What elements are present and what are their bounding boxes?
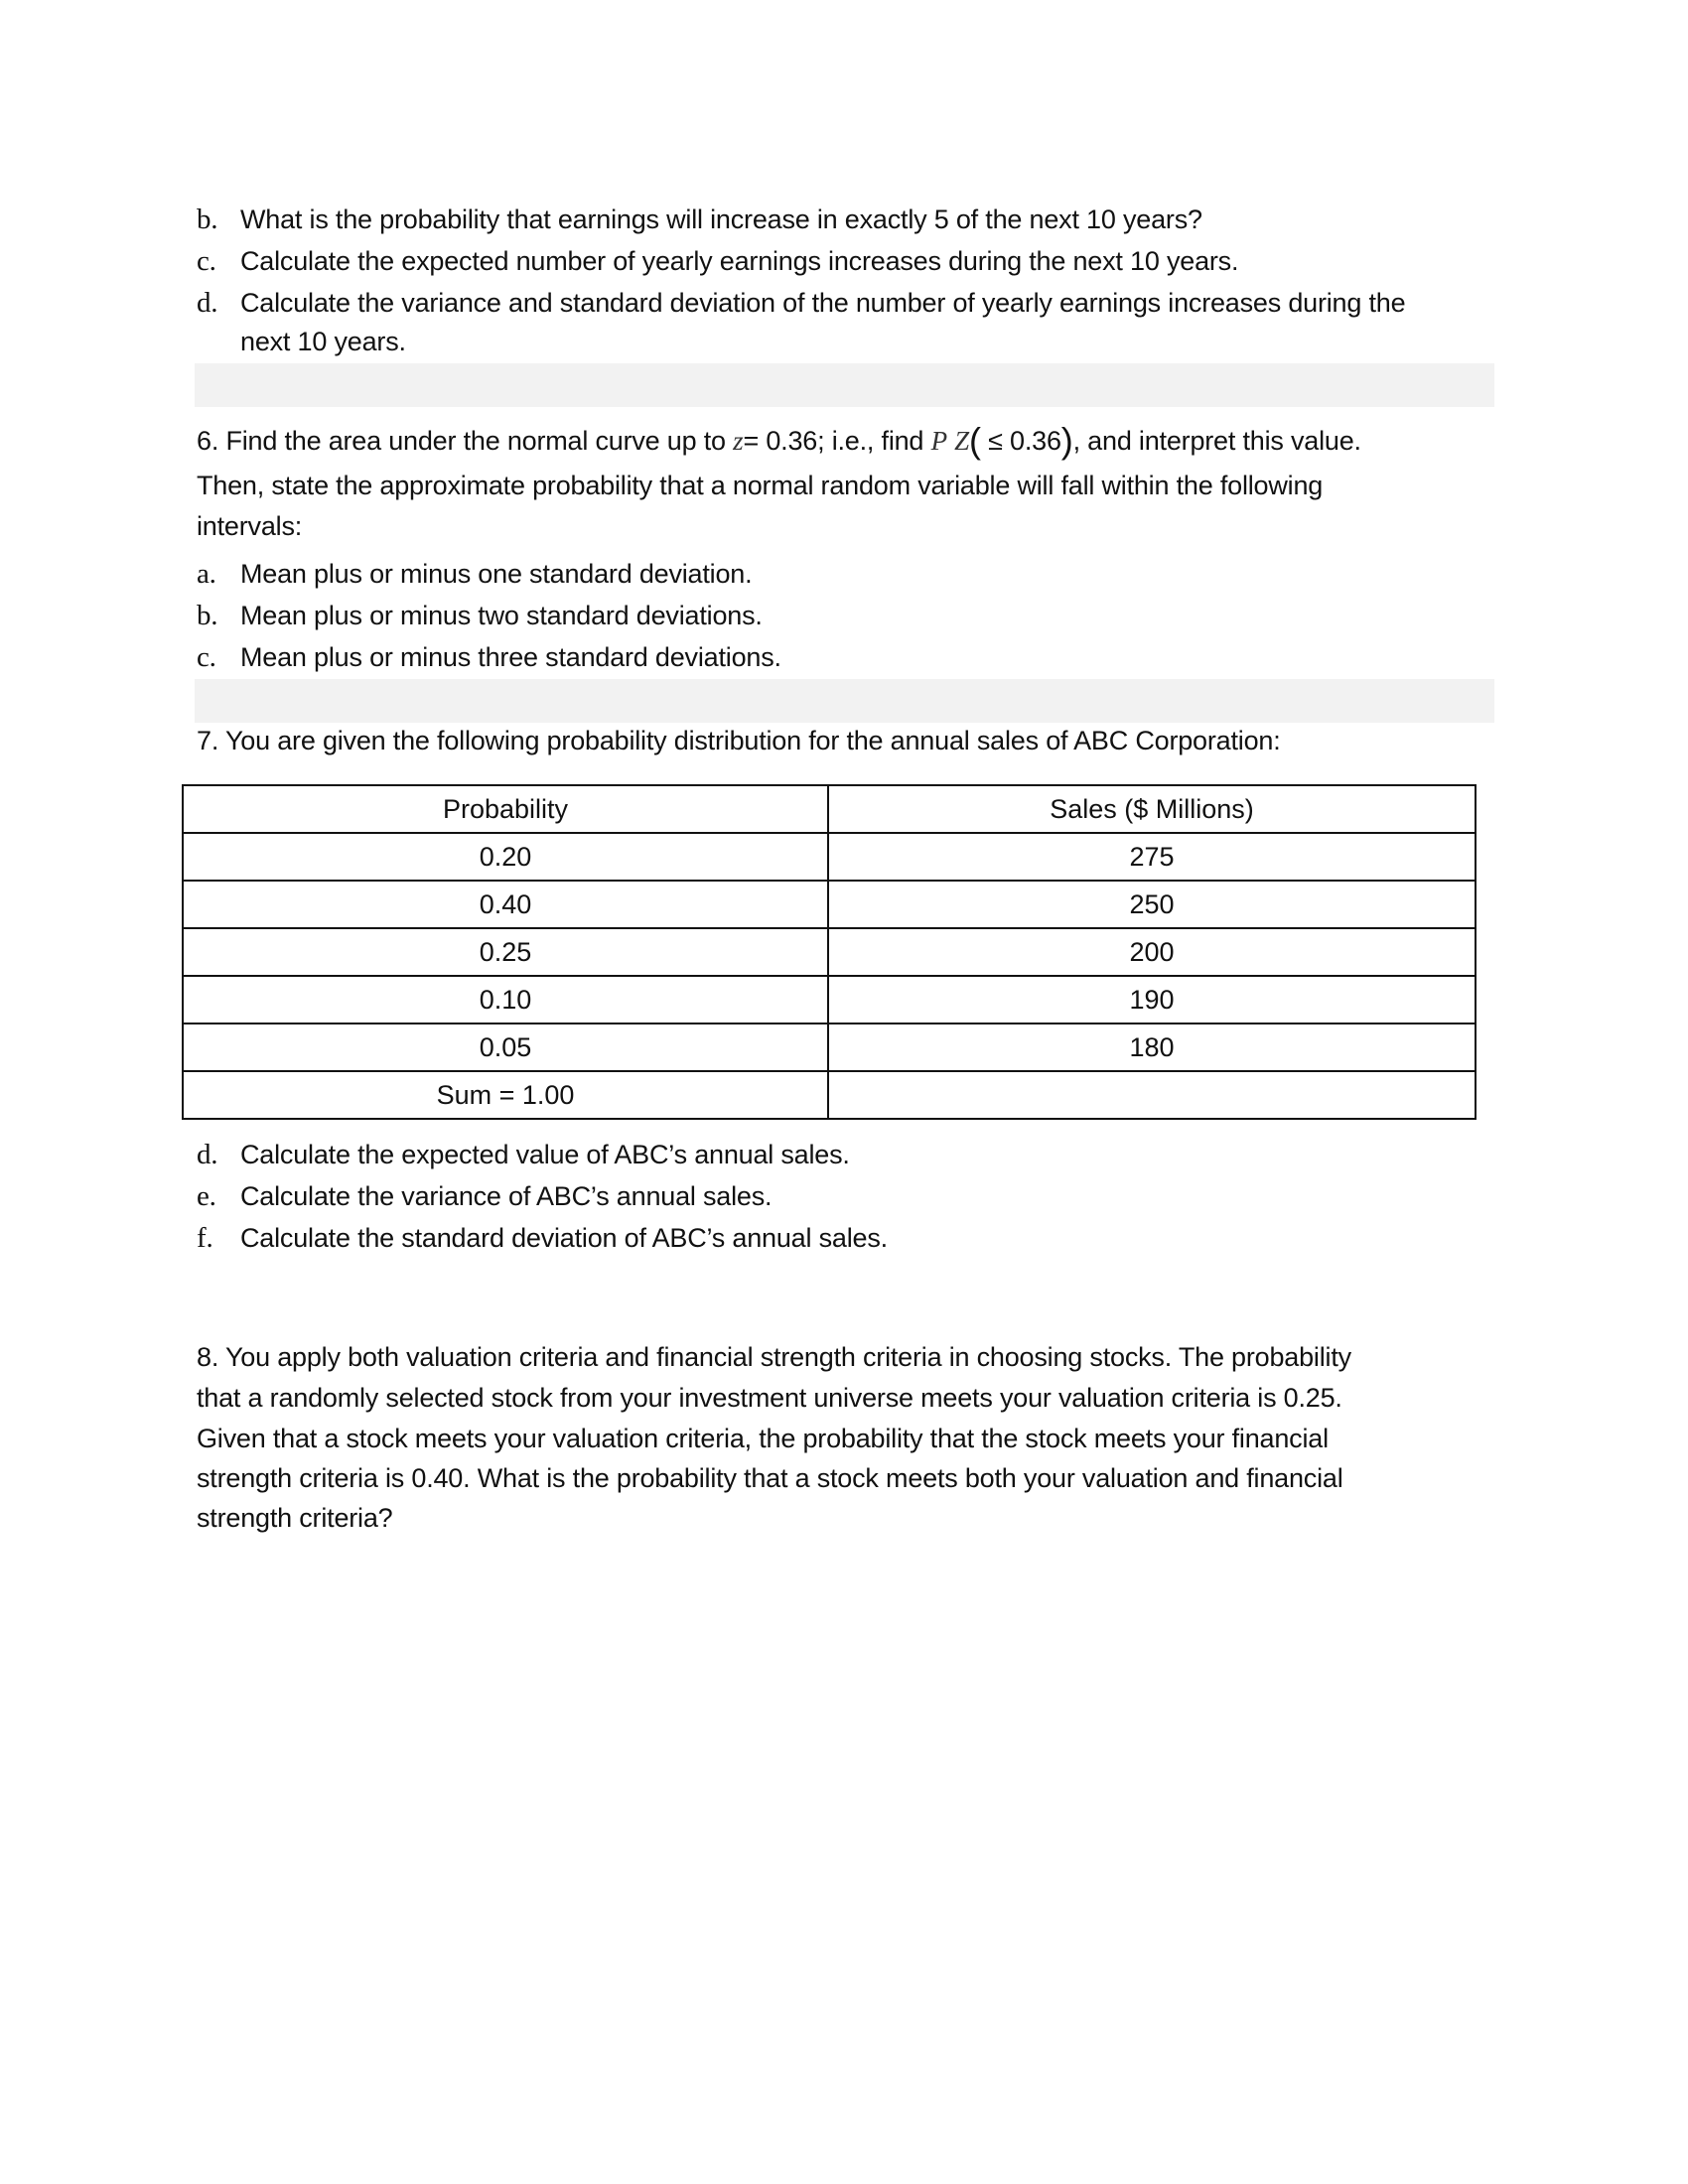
q8-number: 8. [197, 1342, 219, 1372]
q6-line-3: intervals: [197, 511, 303, 541]
q8-line-3: Given that a stock meets your valuation criteria, the probability that the stock meets your financial [197, 1424, 1329, 1453]
q8-line-5: strength criteria? [197, 1503, 393, 1533]
q5-part-b [197, 200, 1202, 239]
header-probability: Probability [183, 785, 828, 833]
q6-part-c [197, 637, 781, 677]
q7-part-e-label: e. [197, 1180, 216, 1212]
header-sales: Sales ($ Millions) [828, 785, 1476, 833]
q7-part-d-label: d. [197, 1139, 218, 1170]
table-row [183, 976, 1476, 1024]
cell-probability: 0.10 [183, 976, 828, 1024]
close-paren: ) [1060, 420, 1073, 461]
prob-cond: ≤ 0.36 [988, 426, 1061, 456]
table-row [183, 928, 1476, 976]
q6-part-b [197, 596, 763, 635]
q6-part-c-label: c. [197, 641, 216, 673]
q6-part-a-label: a. [197, 558, 216, 590]
q7-part-e-text: Calculate the variance of ABC’s annual sales. [240, 1181, 773, 1211]
cell-sales: 180 [828, 1024, 1476, 1071]
q6-line1-post: , and interpret this value. [1072, 426, 1361, 456]
cell-sales: 190 [828, 976, 1476, 1024]
q8-line-1 [197, 1337, 1351, 1377]
cell-probability: 0.20 [183, 833, 828, 881]
q8-line-2: that a randomly selected stock from your investment universe meets your valuation criteria is 0.25. [197, 1383, 1342, 1413]
cell-sales: 275 [828, 833, 1476, 881]
q6-part-b-label: b. [197, 600, 218, 631]
q7-part-e [197, 1176, 772, 1216]
q5-part-d-label: d. [197, 287, 218, 319]
q7-part-f [197, 1218, 888, 1258]
q5-part-c-label: c. [197, 245, 216, 277]
q7-part-d-text: Calculate the expected value of ABC’s annual sales. [240, 1140, 850, 1169]
q6-part-c-text: Mean plus or minus three standard deviations. [240, 642, 781, 672]
cell-sum: Sum = 1.00 [183, 1071, 828, 1119]
q6-part-a [197, 554, 752, 594]
q7-text: You are given the following probability distribution for the annual sales of ABC Corporation: [224, 726, 1281, 755]
cell-sales: 250 [828, 881, 1476, 928]
q5-part-b-text: What is the probability that earnings will increase in exactly 5 of the next 10 years? [240, 205, 1202, 234]
z-variable: z [733, 426, 744, 456]
open-paren: ( [969, 420, 981, 461]
cell-probability: 0.25 [183, 928, 828, 976]
table-sum-row [183, 1071, 1476, 1119]
q5-part-c [197, 241, 1238, 281]
q6-part-a-text: Mean plus or minus one standard deviation. [240, 559, 753, 589]
cell-probability: 0.40 [183, 881, 828, 928]
cell-probability: 0.05 [183, 1024, 828, 1071]
separator-band [195, 679, 1494, 723]
q6-line1-pre: Find the area under the normal curve up to [225, 426, 726, 456]
q8-line-4: strength criteria is 0.40. What is the probability that a stock meets both your valuation and financial [197, 1463, 1343, 1493]
table-row [183, 1024, 1476, 1071]
cell-sales: 200 [828, 928, 1476, 976]
q7-part-f-text: Calculate the standard deviation of ABC’s annual sales. [240, 1223, 888, 1253]
q5-part-b-label: b. [197, 204, 218, 235]
q6-line-2: Then, state the approximate probability that a normal random variable will fall within the following [197, 471, 1324, 500]
table-row [183, 833, 1476, 881]
q6-part-b-text: Mean plus or minus two standard deviations. [240, 601, 763, 630]
q7-number: 7. [197, 726, 219, 755]
q6-number: 6. [197, 426, 219, 456]
q7-prompt [197, 721, 1281, 760]
table-row [183, 881, 1476, 928]
separator-band [195, 363, 1494, 407]
q5-part-d [197, 283, 1405, 323]
q5-part-c-text: Calculate the expected number of yearly earnings increases during the next 10 years. [240, 246, 1239, 276]
table-header-row [183, 785, 1476, 833]
q7-part-f-label: f. [197, 1222, 213, 1254]
q6-line-1 [197, 421, 1361, 461]
q6-eq: = 0.36; i.e., find [743, 426, 924, 456]
prob-p: P [930, 426, 947, 456]
q5-part-d-continuation: next 10 years. [240, 327, 406, 356]
q7-part-d [197, 1135, 850, 1174]
q5-part-d-text: Calculate the variance and standard deviation of the number of yearly earnings increases during the [240, 288, 1406, 318]
prob-z: Z [954, 426, 969, 456]
cell-empty [828, 1071, 1476, 1119]
q8-text-line-1: You apply both valuation criteria and financial strength criteria in choosing stocks. The probability [224, 1342, 1351, 1372]
probability-distribution-table [182, 784, 1477, 1120]
